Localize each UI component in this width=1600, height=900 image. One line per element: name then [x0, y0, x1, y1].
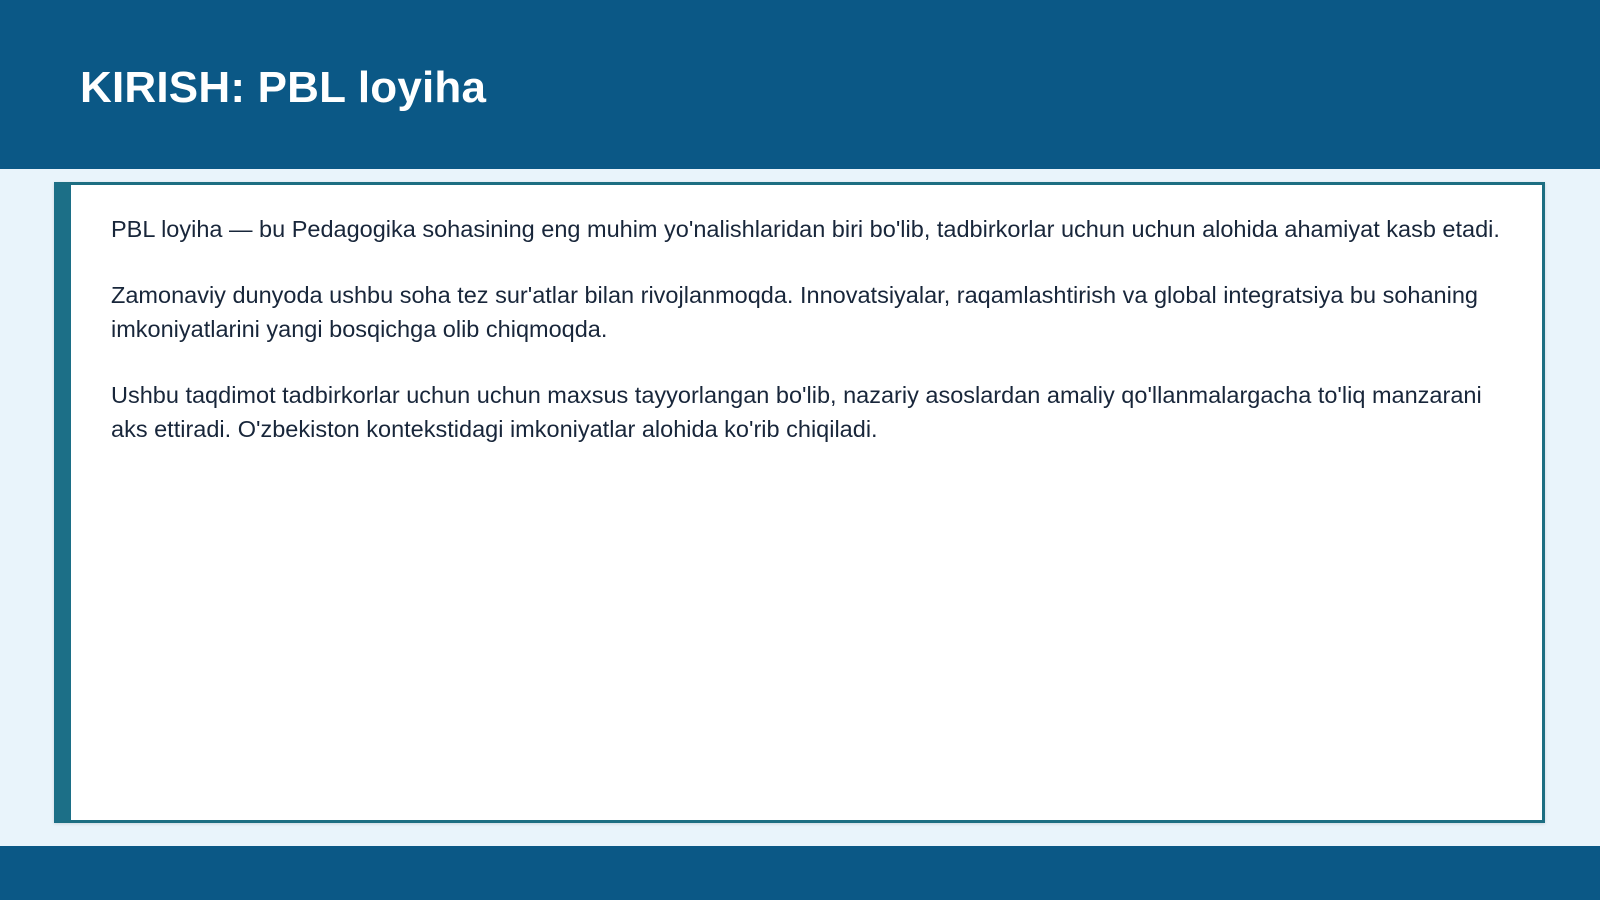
paragraph-intro: PBL loyiha — bu Pedagogika sohasining eng muhim yo'nalishlaridan biri bo'lib, tadbirkorlar uchun uchun alohida ahamiyat kasb etadi.: [111, 216, 1500, 242]
body-text: [111, 212, 1506, 478]
paragraph-modern-world: Zamonaviy dunyoda ushbu soha tez sur'atlar bilan rivojlanmoqda. Innovatsiyalar, raqamlashtirish va global integratsiya bu sohaning imkoniyatlarini yangi bosqichga olib chiqmoqda.: [111, 282, 1478, 342]
content-card: [54, 182, 1545, 823]
slide-title: KIRISH: PBL loyiha: [80, 63, 487, 112]
slide-footer: [0, 846, 1600, 900]
slide-header: [0, 0, 1600, 169]
paragraph-presentation-purpose: Ushbu taqdimot tadbirkorlar uchun uchun maxsus tayyorlangan bo'lib, nazariy asoslardan amaliy qo'llanmalargacha to'liq manzarani aks ettiradi. O'zbekiston kontekstidagi imkoniyatlar alohida ko'rib chiqiladi.: [111, 382, 1482, 442]
